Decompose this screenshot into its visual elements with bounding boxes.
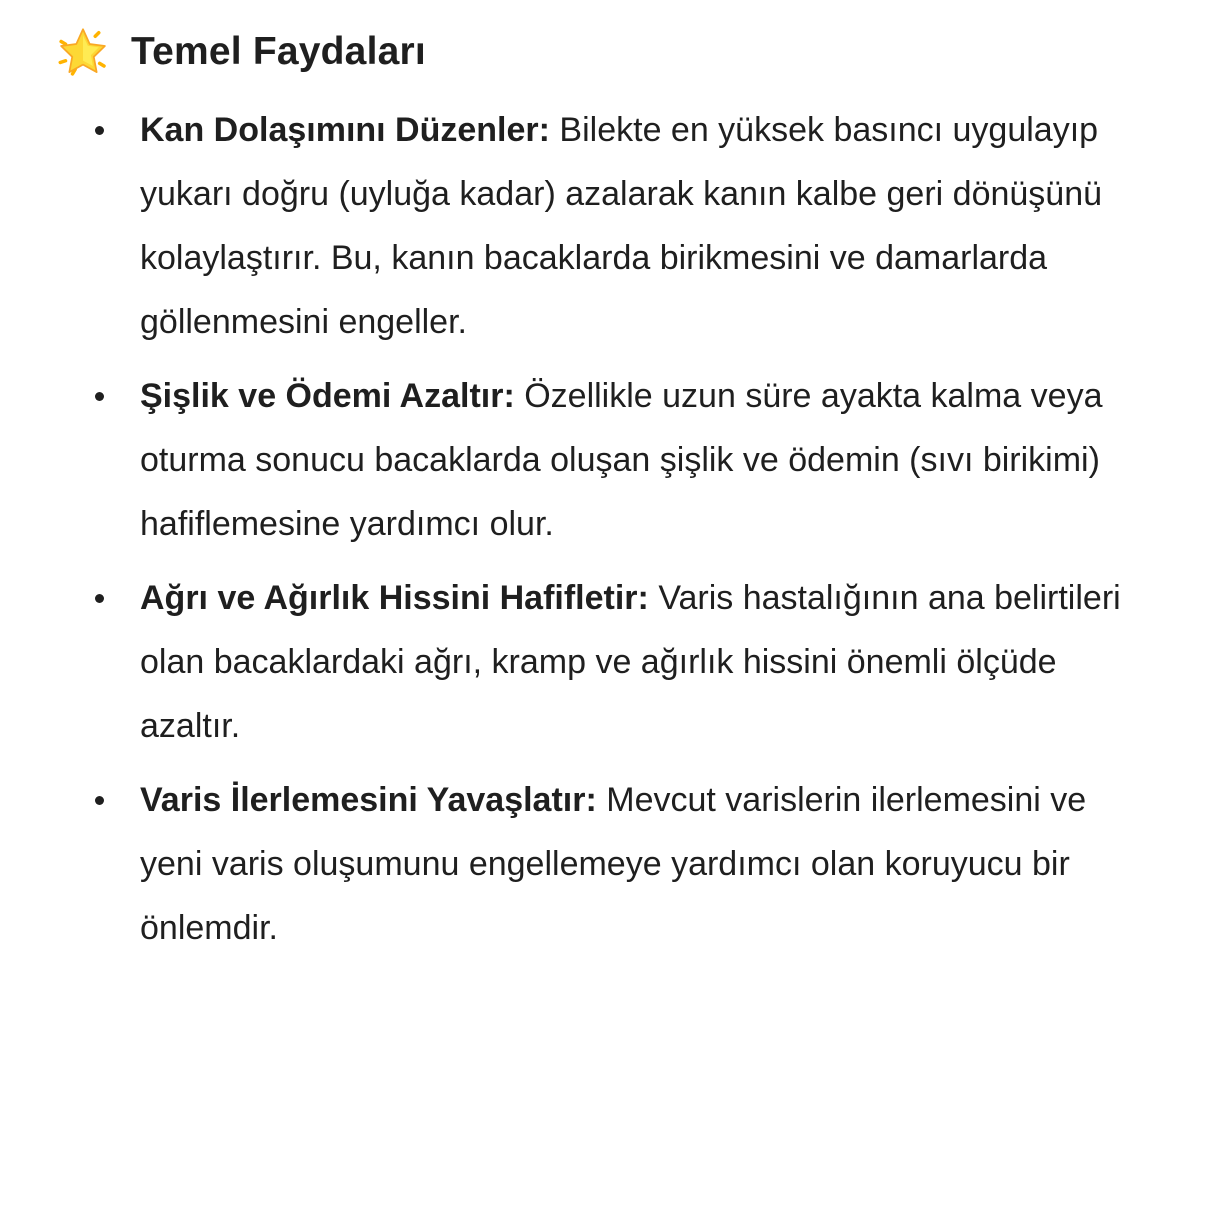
benefit-title: Kan Dolaşımını Düzenler: <box>140 111 550 149</box>
page-title: Temel Faydaları <box>131 30 426 73</box>
benefit-title: Ağrı ve Ağırlık Hissini Hafifletir: <box>140 579 649 617</box>
benefit-text: Varis hastalığının ana belirtileri olan bacaklardaki ağrı, kramp ve ağırlık hissini önemli ölçüde azaltır. <box>140 579 1121 745</box>
benefit-text: Bilekte en yüksek basıncı uygulayıp yukarı doğru (uyluğa kadar) azalarak kanın kalbe geri dönüşünü kolaylaştırır. Bu, kanın bacaklarda birikmesini ve damarlarda göllenmesini engeller. <box>140 111 1103 341</box>
section-heading <box>55 24 1168 80</box>
list-item <box>55 566 1125 758</box>
list-item <box>55 768 1125 960</box>
benefit-text: Mevcut varislerin ilerlemesini ve yeni varis oluşumunu engellemeye yardımcı olan koruyucu bir önlemdir. <box>140 781 1087 947</box>
list-item <box>55 364 1125 556</box>
benefits-list <box>55 98 1168 960</box>
benefit-title: Varis İlerlemesini Yavaşlatır: <box>140 781 597 819</box>
benefit-text: Özellikle uzun süre ayakta kalma veya oturma sonucu bacaklarda oluşan şişlik ve ödemin (sıvı birikimi) hafiflemesine yardımcı olur. <box>140 377 1103 543</box>
glowing-star-icon <box>55 24 111 80</box>
benefit-title: Şişlik ve Ödemi Azaltır: <box>140 377 515 415</box>
list-item <box>55 98 1125 354</box>
